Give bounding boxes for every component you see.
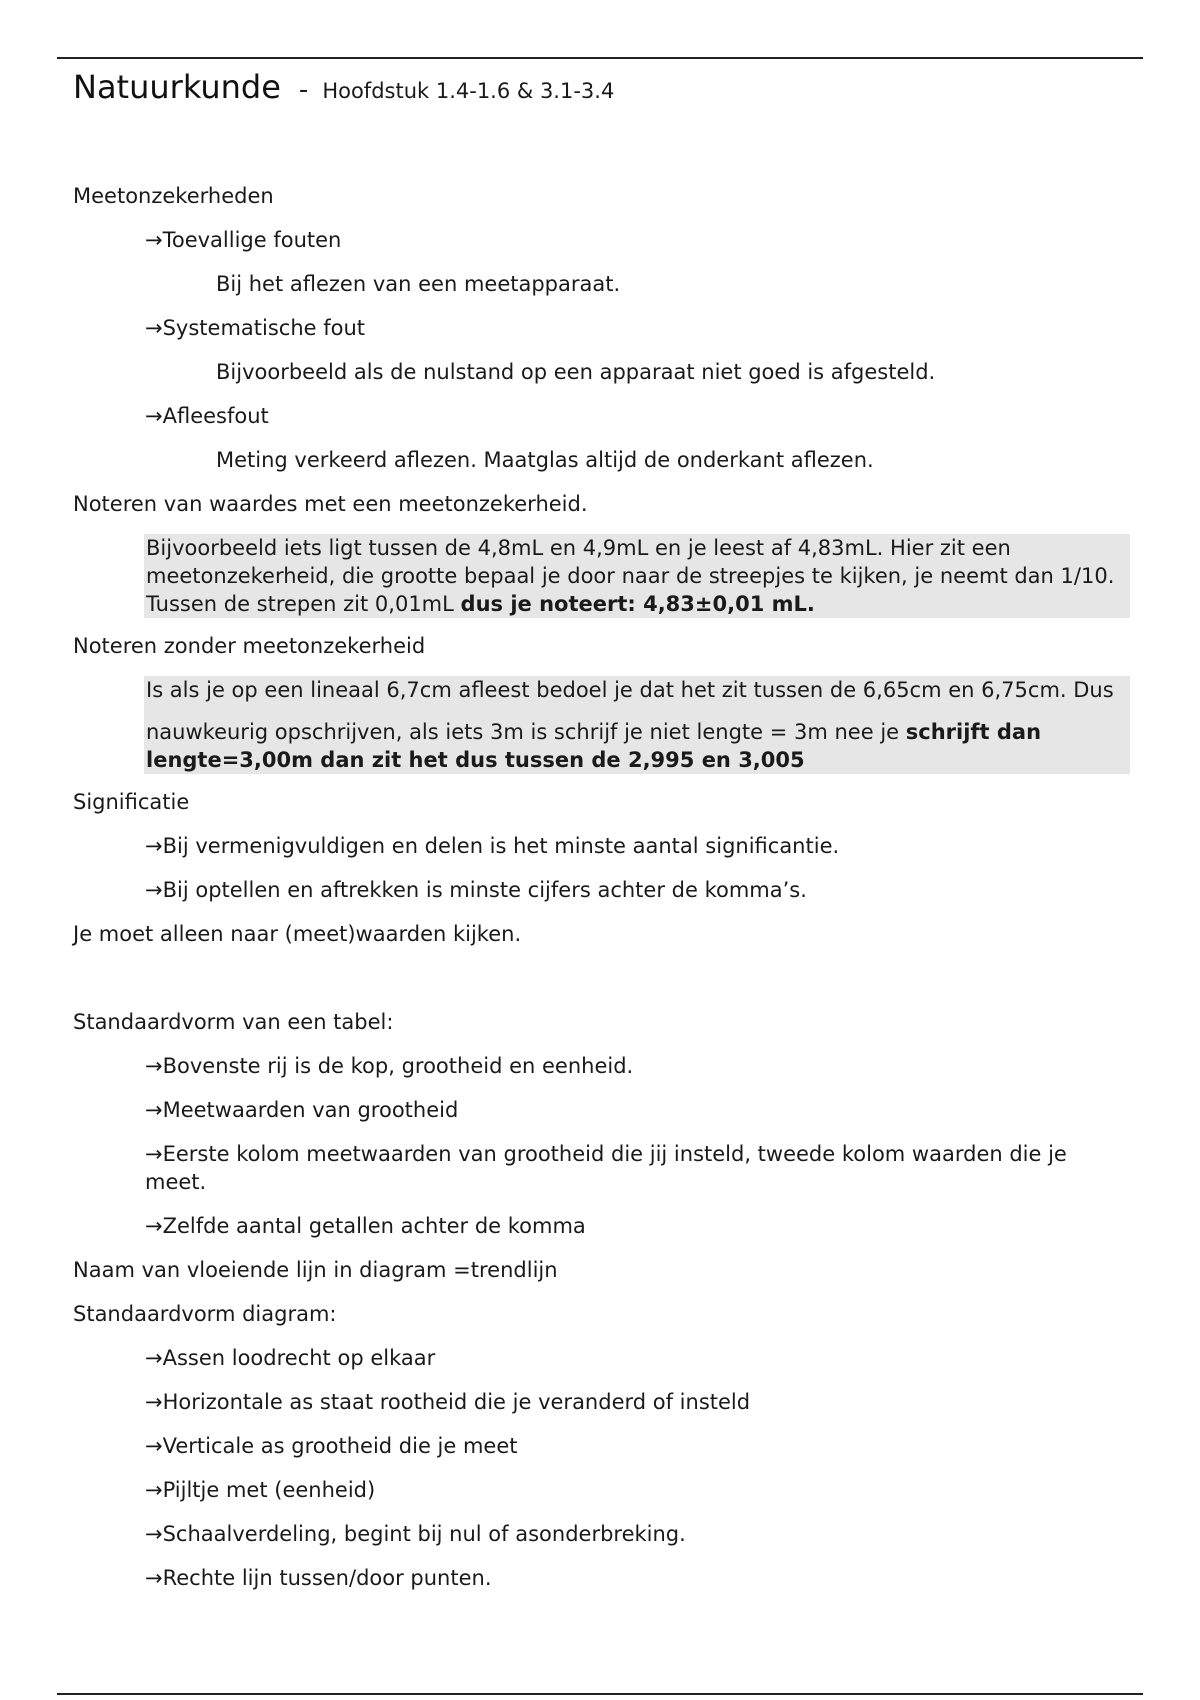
bottom-rule: [57, 1693, 1143, 1695]
note-meetwaarden: Je moet alleen naar (meet)waarden kijken.: [73, 922, 522, 946]
heading-significatie: Significatie: [73, 790, 190, 814]
heading-meetonzekerheden: Meetonzekerheden: [73, 184, 274, 208]
page-subtitle: Hoofdstuk 1.4-1.6 & 3.1-3.4: [322, 79, 615, 103]
item-diagram-verticaal: →Verticale as grootheid die je meet: [145, 1434, 518, 1458]
item-significatie-optellen: →Bij optellen en aftrekken is minste cijfers achter de komma’s.: [145, 878, 807, 902]
noteren-zonder-bold: schrijft dan lengte=3,00m dan zit het dus tussen de 2,995 en 3,005: [146, 720, 1042, 772]
item-tabel-meetwaarden: →Meetwaarden van grootheid: [145, 1098, 459, 1122]
page-title-row: [73, 68, 1133, 114]
document-body: [73, 68, 1133, 1608]
heading-diagram: Standaardvorm diagram:: [73, 1302, 337, 1326]
item-diagram-assen: →Assen loodrecht op elkaar: [145, 1346, 436, 1370]
top-rule: [57, 57, 1143, 59]
section-gap: [73, 964, 1133, 1008]
item-significatie-vermenigvuldigen: →Bij vermenigvuldigen en delen is het minste aantal significantie.: [145, 834, 840, 858]
shaded-block-noteren-met: [144, 534, 1130, 618]
noteren-met-paragraph: [146, 534, 1128, 618]
noteren-met-bold: dus je noteert: 4,83±0,01 mL.: [460, 592, 815, 616]
title-separator: -: [298, 75, 309, 105]
item-diagram-horizontaal: →Horizontale as staat rootheid die je veranderd of insteld: [145, 1390, 751, 1414]
page-title: Natuurkunde: [73, 68, 281, 106]
heading-noteren-zonder: Noteren zonder meetonzekerheid: [73, 634, 426, 658]
item-diagram-schaalverdeling: →Schaalverdeling, begint bij nul of asonderbreking.: [145, 1522, 686, 1546]
item-afleesfout: →Afleesfout: [145, 404, 269, 428]
item-diagram-rechte-lijn: →Rechte lijn tussen/door punten.: [145, 1566, 492, 1590]
text-toevallige-fouten: Bij het aflezen van een meetapparaat.: [216, 272, 621, 296]
note-trendlijn: Naam van vloeiende lijn in diagram =trendlijn: [73, 1258, 558, 1282]
text-systematische-fout: Bijvoorbeeld als de nulstand op een apparaat niet goed is afgesteld.: [216, 360, 936, 384]
item-tabel-komma: →Zelfde aantal getallen achter de komma: [145, 1214, 586, 1238]
title-spacer: [73, 114, 1133, 182]
heading-tabel: Standaardvorm van een tabel:: [73, 1010, 394, 1034]
item-tabel-kolommen: →Eerste kolom meetwaarden van grootheid die jij insteld, tweede kolom waarden die je meet.: [145, 1142, 1067, 1194]
item-systematische-fout: →Systematische fout: [145, 316, 366, 340]
shaded-block-noteren-zonder: [144, 676, 1130, 774]
noteren-met-text: Bijvoorbeeld iets ligt tussen de 4,8mL en 4,9mL en je leest af 4,83mL. Hier zit een meetonzekerheid, die grootte bepaal je door naar de streepjes te kijken, je neemt dan 1/10. Tussen de strepen zit 0,01mL: [146, 536, 1115, 616]
text-afleesfout: Meting verkeerd aflezen. Maatglas altijd de onderkant aflezen.: [216, 448, 874, 472]
item-diagram-pijltje: →Pijltje met (eenheid): [145, 1478, 376, 1502]
noteren-zonder-para1: Is als je op een lineaal 6,7cm afleest bedoel je dat het zit tussen de 6,65cm en 6,75cm. Dus: [146, 678, 1114, 702]
item-tabel-kop: →Bovenste rij is de kop, grootheid en eenheid.: [145, 1054, 634, 1078]
item-toevallige-fouten: →Toevallige fouten: [145, 228, 342, 252]
noteren-zonder-para2: [146, 718, 1128, 774]
heading-noteren-met: Noteren van waardes met een meetonzekerheid.: [73, 492, 588, 516]
noteren-zonder-text: nauwkeurig opschrijven, als iets 3m is schrijf je niet lengte = 3m nee je: [146, 720, 906, 744]
